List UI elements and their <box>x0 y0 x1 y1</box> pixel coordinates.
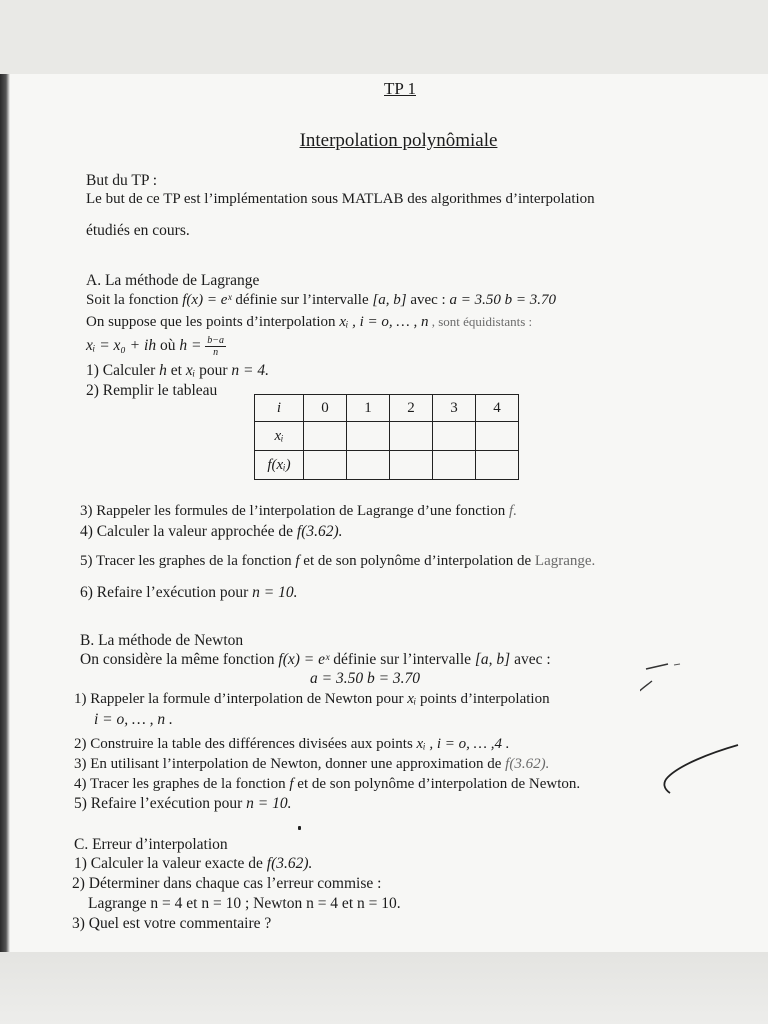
section-a-q3: 3) Rappeler les formules de l’interpolation de Lagrange d’une fonction f. <box>80 503 517 519</box>
row-header-f: f(xᵢ) <box>255 451 304 480</box>
table-cell <box>347 422 390 451</box>
table-cell <box>390 422 433 451</box>
col-header-1: 1 <box>347 395 390 422</box>
doc-subtitle: Interpolation polynômiale <box>299 130 498 151</box>
table-cell <box>304 451 347 480</box>
pen-scribble <box>640 645 740 795</box>
table-cell <box>433 451 476 480</box>
col-header-2: 2 <box>390 395 433 422</box>
section-a-q2: 2) Remplir le tableau <box>86 382 218 399</box>
section-b-q5: 5) Refaire l’exécution pour n = 10. <box>74 795 292 812</box>
table-cell <box>390 451 433 480</box>
doc-title: TP 1 <box>384 79 416 98</box>
section-c-q2-line: Lagrange n = 4 et n = 10 ; Newton n = 4 et n = 10. <box>88 895 401 912</box>
table-cell <box>304 422 347 451</box>
table-row <box>255 395 519 422</box>
section-a-q1: 1) Calculer h et xᵢ pour n = 4. <box>86 362 269 379</box>
section-b-line-2: a = 3.50 b = 3.70 <box>310 670 421 687</box>
section-b-line-1: On considère la même fonction f(x) = eˣ définie sur l’intervalle [a, b] avec : <box>80 651 551 668</box>
section-a-q5: 5) Tracer les graphes de la fonction f et de son polynôme d’interpolation de Lagrange. <box>80 553 596 569</box>
section-b-q1: 1) Rappeler la formule d’interpolation de Newton pour xᵢ points d’interpolation <box>74 691 550 707</box>
row-header-i: i <box>255 395 304 422</box>
background-surface <box>0 952 768 1024</box>
section-a-q6: 6) Refaire l’exécution pour n = 10. <box>80 584 298 601</box>
section-b-q4: 4) Tracer les graphes de la fonction f et de son polynôme d’interpolation de Newton. <box>74 776 581 792</box>
table-cell <box>433 422 476 451</box>
section-c-q2: 2) Déterminer dans chaque cas l’erreur commise : <box>72 875 382 892</box>
page-edge <box>0 74 10 952</box>
values-table <box>254 394 519 480</box>
section-c-heading: C. Erreur d’interpolation <box>74 836 228 853</box>
section-b-heading: B. La méthode de Newton <box>80 632 244 649</box>
goal-line-2: étudiés en cours. <box>86 222 190 239</box>
table-row <box>255 451 519 480</box>
row-header-x: xᵢ <box>255 422 304 451</box>
table-cell <box>476 422 519 451</box>
section-c-q3: 3) Quel est votre commentaire ? <box>72 915 272 932</box>
section-a-line-1: Soit la fonction f(x) = eˣ définie sur l’intervalle [a, b] avec : a = 3.50 b = 3.70 <box>86 292 556 308</box>
table-row <box>255 422 519 451</box>
col-header-4: 4 <box>476 395 519 422</box>
section-b-q2: 2) Construire la table des différences divisées aux points xᵢ , i = o, … ,4 . <box>74 736 510 752</box>
goal-line-1: Le but de ce TP est l’implémentation sous MATLAB des algorithmes d’interpolation <box>86 191 595 207</box>
section-a-formula: xᵢ = x₀ + ih où h = $\frac{b-a}{n}$ <box>86 334 225 358</box>
col-header-0: 0 <box>304 395 347 422</box>
col-header-3: 3 <box>433 395 476 422</box>
section-a-q4: 4) Calculer la valeur approchée de f(3.62). <box>80 523 343 540</box>
section-b-q3: 3) En utilisant l’interpolation de Newton, donner une approximation de f(3.62). <box>74 756 550 772</box>
section-c-q1: 1) Calculer la valeur exacte de f(3.62). <box>74 855 313 872</box>
table-cell <box>347 451 390 480</box>
section-a-heading: A. La méthode de Lagrange <box>86 272 260 289</box>
goal-heading: But du TP : <box>86 172 158 189</box>
ink-dot <box>298 826 301 830</box>
section-a-line-2: On suppose que les points d’interpolation xᵢ , i = o, … , n , sont équidistants : <box>86 314 533 330</box>
table-cell <box>476 451 519 480</box>
section-b-q1-cont: i = o, … , n . <box>94 711 173 728</box>
